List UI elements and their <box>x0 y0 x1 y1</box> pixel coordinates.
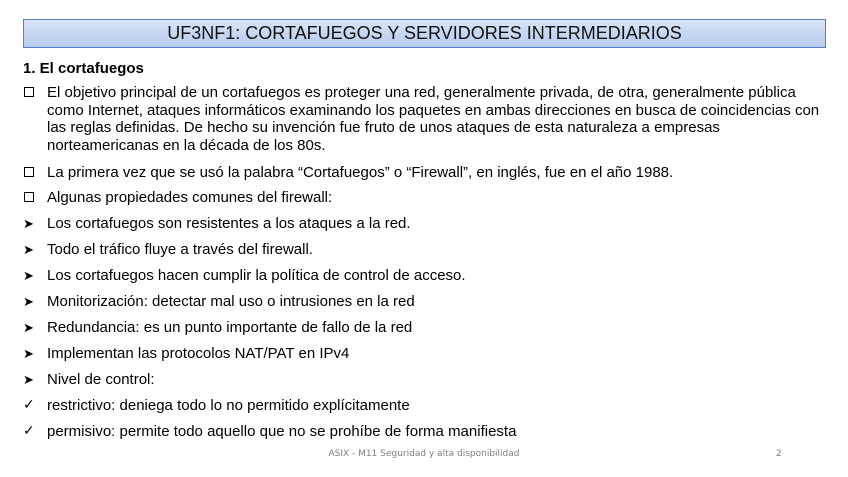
bullet-item-resistant <box>23 215 823 233</box>
arrow-bullet-icon: ➤ <box>23 373 34 388</box>
bullet-text: permisivo: permite todo aquello que no se prohíbe de forma manifiesta <box>47 423 517 440</box>
bullet-text: Algunas propiedades comunes del firewall: <box>47 189 333 206</box>
bullet-item-control-level <box>23 371 823 389</box>
bullet-text: La primera vez que se usó la palabra “Cortafuegos” o “Firewall”, en inglés, fue en el año 1988. <box>47 164 674 181</box>
arrow-bullet-icon: ➤ <box>23 347 34 362</box>
check-bullet-icon: ✓ <box>23 397 35 413</box>
bullet-item-traffic <box>23 241 823 259</box>
arrow-bullet-icon: ➤ <box>23 269 34 284</box>
bullet-text: Nivel de control: <box>47 371 155 388</box>
bullet-item-objective <box>23 84 823 154</box>
square-bullet-icon <box>24 167 34 177</box>
bullet-text: Redundancia: es un punto importante de fallo de la red <box>47 319 413 336</box>
bullet-text: Implementan las protocolos NAT/PAT en IPv4 <box>47 345 350 362</box>
slide-title: UF3NF1: CORTAFUEGOS Y SERVIDORES INTERMEDIARIOS <box>167 23 682 43</box>
section-heading: 1. El cortafuegos <box>23 60 144 77</box>
arrow-bullet-icon: ➤ <box>23 243 34 258</box>
square-bullet-icon <box>24 87 34 97</box>
bullet-text: restrictivo: deniega todo lo no permitido explícitamente <box>47 397 410 414</box>
bullet-item-properties <box>23 189 823 207</box>
footer-text: ASIX - M11 Seguridad y alta disponibilidad <box>328 449 520 459</box>
square-bullet-icon <box>24 192 34 202</box>
bullet-text: Los cortafuegos hacen cumplir la política de control de acceso. <box>47 267 466 284</box>
bullet-text: Monitorización: detectar mal uso o intrusiones en la red <box>47 293 415 310</box>
bullet-item-monitoring <box>23 293 823 311</box>
arrow-bullet-icon: ➤ <box>23 295 34 310</box>
arrow-bullet-icon: ➤ <box>23 321 34 336</box>
arrow-bullet-icon: ➤ <box>23 217 34 232</box>
bullet-item-policy <box>23 267 823 285</box>
bullet-text: Los cortafuegos son resistentes a los ataques a la red. <box>47 215 411 232</box>
bullet-item-first-use <box>23 164 823 182</box>
bullet-text: Todo el tráfico fluye a través del firewall. <box>47 241 313 258</box>
bullet-item-restrictive <box>23 397 823 415</box>
bullet-item-redundancy <box>23 319 823 337</box>
bullet-item-nat <box>23 345 823 363</box>
bullet-text: El objetivo principal de un cortafuegos es proteger una red, generalmente privada, de otra, generalmente pública como Internet, ataques informáticos examinando los paquetes en ambas direcciones en busca de coincidencias con las reglas definidas. De hecho su invención fue fruto de unos ataques de esta naturaleza a empresas norteamericanas en la década de los 80s. <box>47 84 820 154</box>
check-bullet-icon: ✓ <box>23 423 35 439</box>
bullet-item-permissive <box>23 423 823 441</box>
slide-title-bar <box>23 19 826 48</box>
page-number: 2 <box>776 449 782 459</box>
